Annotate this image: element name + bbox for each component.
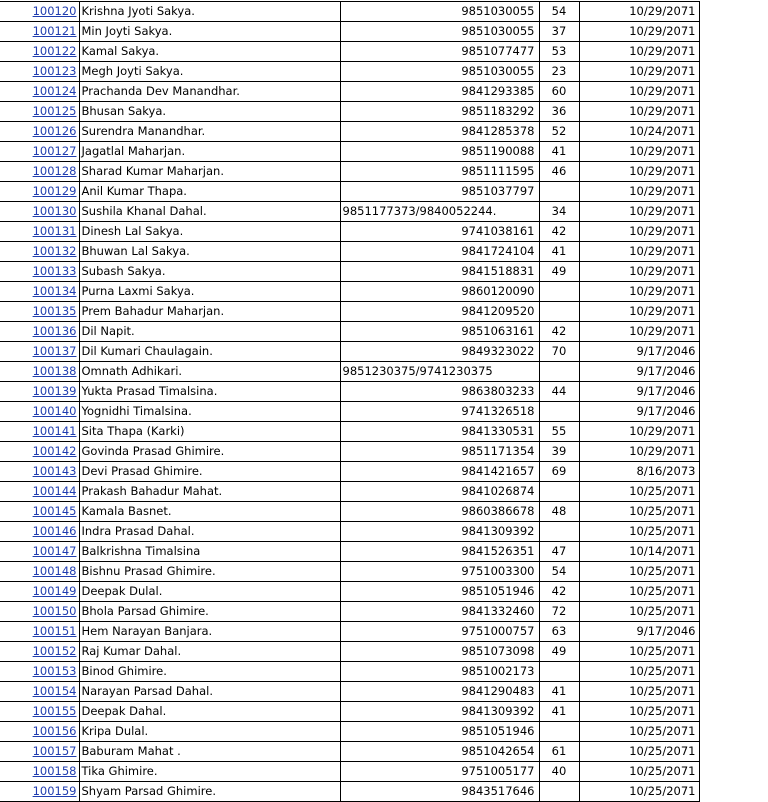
phone-cell: 9851051946 xyxy=(340,722,539,742)
date-cell: 10/24/2071 xyxy=(579,122,699,142)
record-id-cell[interactable] xyxy=(0,122,79,142)
name-cell: Min Joyti Sakya. xyxy=(79,22,340,42)
record-id-cell[interactable] xyxy=(0,242,79,262)
phone-cell: 9851042654 xyxy=(340,742,539,762)
table-row xyxy=(0,162,699,182)
record-id-cell[interactable] xyxy=(0,62,79,82)
record-id-link[interactable]: 100158 xyxy=(32,764,77,778)
name-cell: Kamala Basnet. xyxy=(79,502,340,522)
record-id-link[interactable]: 100148 xyxy=(32,564,77,578)
name-cell: Raj Kumar Dahal. xyxy=(79,642,340,662)
date-cell: 10/29/2071 xyxy=(579,102,699,122)
name-cell: Deepak Dulal. xyxy=(79,582,340,602)
record-id-cell[interactable] xyxy=(0,422,79,442)
record-id-link[interactable]: 100142 xyxy=(32,444,77,458)
age-cell: 49 xyxy=(539,262,579,282)
name-cell: Yukta Prasad Timalsina. xyxy=(79,382,340,402)
table-row xyxy=(0,342,699,362)
age-cell xyxy=(539,362,579,382)
date-cell: 10/29/2071 xyxy=(579,282,699,302)
record-id-cell[interactable] xyxy=(0,222,79,242)
date-cell: 10/25/2071 xyxy=(579,502,699,522)
phone-cell: 9851073098 xyxy=(340,642,539,662)
age-cell: 72 xyxy=(539,602,579,622)
record-id-link[interactable]: 100147 xyxy=(32,544,77,558)
date-cell: 10/29/2071 xyxy=(579,322,699,342)
age-cell: 36 xyxy=(539,102,579,122)
record-id-link[interactable]: 100126 xyxy=(32,124,77,138)
record-id-link[interactable]: 100122 xyxy=(32,44,77,58)
age-cell xyxy=(539,782,579,802)
name-cell: Prachanda Dev Manandhar. xyxy=(79,82,340,102)
table-row xyxy=(0,602,699,622)
date-cell: 9/17/2046 xyxy=(579,362,699,382)
record-id-cell[interactable] xyxy=(0,522,79,542)
date-cell: 10/29/2071 xyxy=(579,422,699,442)
table-row xyxy=(0,2,699,22)
name-cell: Deepak Dahal. xyxy=(79,702,340,722)
record-id-link[interactable]: 100130 xyxy=(32,204,77,218)
phone-cell: 9851077477 xyxy=(340,42,539,62)
table-row xyxy=(0,102,699,122)
record-id-link[interactable]: 100155 xyxy=(32,704,77,718)
age-cell: 55 xyxy=(539,422,579,442)
phone-cell: 9851030055 xyxy=(340,22,539,42)
phone-cell: 9841330531 xyxy=(340,422,539,442)
date-cell: 10/14/2071 xyxy=(579,542,699,562)
age-cell: 44 xyxy=(539,382,579,402)
record-id-cell[interactable] xyxy=(0,22,79,42)
table-row xyxy=(0,682,699,702)
date-cell: 10/25/2071 xyxy=(579,662,699,682)
table-row xyxy=(0,522,699,542)
date-cell: 10/25/2071 xyxy=(579,722,699,742)
date-cell: 10/25/2071 xyxy=(579,782,699,802)
phone-cell: 9860120090 xyxy=(340,282,539,302)
record-id-cell[interactable] xyxy=(0,2,79,22)
name-cell: Govinda Prasad Ghimire. xyxy=(79,442,340,462)
name-cell: Dil Napit. xyxy=(79,322,340,342)
record-id-cell[interactable] xyxy=(0,702,79,722)
record-id-cell[interactable] xyxy=(0,302,79,322)
name-cell: Kripa Dulal. xyxy=(79,722,340,742)
age-cell xyxy=(539,302,579,322)
record-id-link[interactable]: 100140 xyxy=(32,404,77,418)
date-cell: 10/29/2071 xyxy=(579,302,699,322)
age-cell: 34 xyxy=(539,202,579,222)
date-cell: 10/25/2071 xyxy=(579,602,699,622)
age-cell: 69 xyxy=(539,462,579,482)
record-id-link[interactable]: 100145 xyxy=(32,504,77,518)
phone-cell: 9741326518 xyxy=(340,402,539,422)
date-cell: 9/17/2046 xyxy=(579,402,699,422)
name-cell: Shyam Parsad Ghimire. xyxy=(79,782,340,802)
name-cell: Sharad Kumar Maharjan. xyxy=(79,162,340,182)
record-id-cell[interactable] xyxy=(0,102,79,122)
record-id-link[interactable]: 100124 xyxy=(32,84,77,98)
record-id-link[interactable]: 100152 xyxy=(32,644,77,658)
age-cell: 46 xyxy=(539,162,579,182)
date-cell: 10/29/2071 xyxy=(579,42,699,62)
table-row xyxy=(0,582,699,602)
record-id-link[interactable]: 100128 xyxy=(32,164,77,178)
record-id-cell[interactable] xyxy=(0,502,79,522)
date-cell: 10/29/2071 xyxy=(579,242,699,262)
date-cell: 10/29/2071 xyxy=(579,2,699,22)
record-id-link[interactable]: 100138 xyxy=(32,364,77,378)
date-cell: 9/17/2046 xyxy=(579,342,699,362)
record-id-link[interactable]: 100143 xyxy=(32,464,77,478)
name-cell: Bhola Parsad Ghimire. xyxy=(79,602,340,622)
table-row xyxy=(0,182,699,202)
table-row xyxy=(0,622,699,642)
age-cell xyxy=(539,482,579,502)
name-cell: Jagatlal Maharjan. xyxy=(79,142,340,162)
record-id-cell[interactable] xyxy=(0,602,79,622)
phone-cell: 9851111595 xyxy=(340,162,539,182)
age-cell: 41 xyxy=(539,242,579,262)
name-cell: Surendra Manandhar. xyxy=(79,122,340,142)
table-row xyxy=(0,322,699,342)
age-cell: 52 xyxy=(539,122,579,142)
name-cell: Subash Sakya. xyxy=(79,262,340,282)
table-row xyxy=(0,302,699,322)
records-table-body xyxy=(0,2,699,802)
age-cell: 49 xyxy=(539,642,579,662)
name-cell: Prem Bahadur Maharjan. xyxy=(79,302,340,322)
name-cell: Anil Kumar Thapa. xyxy=(79,182,340,202)
record-id-link[interactable]: 100149 xyxy=(32,584,77,598)
record-id-link[interactable]: 100139 xyxy=(32,384,77,398)
phone-cell: 9851183292 xyxy=(340,102,539,122)
date-cell: 10/29/2071 xyxy=(579,22,699,42)
age-cell: 41 xyxy=(539,682,579,702)
age-cell: 54 xyxy=(539,2,579,22)
age-cell: 48 xyxy=(539,502,579,522)
date-cell: 10/25/2071 xyxy=(579,762,699,782)
record-id-link[interactable]: 100123 xyxy=(32,64,77,78)
date-cell: 10/25/2071 xyxy=(579,742,699,762)
name-cell: Indra Prasad Dahal. xyxy=(79,522,340,542)
age-cell: 61 xyxy=(539,742,579,762)
record-id-cell[interactable] xyxy=(0,322,79,342)
date-cell: 10/29/2071 xyxy=(579,442,699,462)
table-row xyxy=(0,242,699,262)
record-id-link[interactable]: 100153 xyxy=(32,664,77,678)
table-row xyxy=(0,282,699,302)
date-cell: 10/25/2071 xyxy=(579,702,699,722)
age-cell: 47 xyxy=(539,542,579,562)
table-row xyxy=(0,722,699,742)
record-id-cell[interactable] xyxy=(0,582,79,602)
name-cell: Bishnu Prasad Ghimire. xyxy=(79,562,340,582)
age-cell xyxy=(539,722,579,742)
table-row xyxy=(0,222,699,242)
table-row xyxy=(0,62,699,82)
record-id-cell[interactable] xyxy=(0,782,79,802)
table-row xyxy=(0,202,699,222)
phone-cell: 9841724104 xyxy=(340,242,539,262)
name-cell: Yognidhi Timalsina. xyxy=(79,402,340,422)
phone-cell: 9863803233 xyxy=(340,382,539,402)
phone-cell: 9851063161 xyxy=(340,322,539,342)
phone-cell: 9841421657 xyxy=(340,462,539,482)
age-cell: 40 xyxy=(539,762,579,782)
age-cell xyxy=(539,662,579,682)
phone-cell: 9851037797 xyxy=(340,182,539,202)
record-id-cell[interactable] xyxy=(0,82,79,102)
phone-cell: 9851051946 xyxy=(340,582,539,602)
phone-cell: 9751003300 xyxy=(340,562,539,582)
record-id-cell[interactable] xyxy=(0,442,79,462)
phone-cell: 9841209520 xyxy=(340,302,539,322)
age-cell: 42 xyxy=(539,582,579,602)
date-cell: 10/29/2071 xyxy=(579,202,699,222)
phone-cell: 9851002173 xyxy=(340,662,539,682)
name-cell: Omnath Adhikari. xyxy=(79,362,340,382)
name-cell: Devi Prasad Ghimire. xyxy=(79,462,340,482)
age-cell: 39 xyxy=(539,442,579,462)
record-id-cell[interactable] xyxy=(0,362,79,382)
table-row xyxy=(0,702,699,722)
table-row xyxy=(0,402,699,422)
record-id-link[interactable]: 100120 xyxy=(32,4,77,18)
name-cell: Megh Joyti Sakya. xyxy=(79,62,340,82)
age-cell xyxy=(539,282,579,302)
age-cell: 42 xyxy=(539,222,579,242)
age-cell: 60 xyxy=(539,82,579,102)
name-cell: Purna Laxmi Sakya. xyxy=(79,282,340,302)
table-row xyxy=(0,82,699,102)
age-cell: 41 xyxy=(539,702,579,722)
record-id-cell[interactable] xyxy=(0,342,79,362)
age-cell: 41 xyxy=(539,142,579,162)
phone-cell: 9841518831 xyxy=(340,262,539,282)
table-row xyxy=(0,562,699,582)
record-id-link[interactable]: 100136 xyxy=(32,324,77,338)
age-cell: 53 xyxy=(539,42,579,62)
age-cell: 54 xyxy=(539,562,579,582)
record-id-link[interactable]: 100150 xyxy=(32,604,77,618)
records-table xyxy=(0,1,700,802)
date-cell: 10/25/2071 xyxy=(579,562,699,582)
phone-cell: 9860386678 xyxy=(340,502,539,522)
record-id-cell[interactable] xyxy=(0,642,79,662)
date-cell: 10/25/2071 xyxy=(579,582,699,602)
record-id-cell[interactable] xyxy=(0,682,79,702)
name-cell: Kamal Sakya. xyxy=(79,42,340,62)
record-id-cell[interactable] xyxy=(0,742,79,762)
name-cell: Hem Narayan Banjara. xyxy=(79,622,340,642)
record-id-link[interactable]: 100121 xyxy=(32,24,77,38)
record-id-cell[interactable] xyxy=(0,282,79,302)
table-row xyxy=(0,362,699,382)
age-cell xyxy=(539,182,579,202)
table-row xyxy=(0,382,699,402)
name-cell: Sushila Khanal Dahal. xyxy=(79,202,340,222)
record-id-cell[interactable] xyxy=(0,542,79,562)
name-cell: Dinesh Lal Sakya. xyxy=(79,222,340,242)
record-id-link[interactable]: 100132 xyxy=(32,244,77,258)
record-id-link[interactable]: 100157 xyxy=(32,744,77,758)
date-cell: 10/29/2071 xyxy=(579,162,699,182)
record-id-cell[interactable] xyxy=(0,202,79,222)
age-cell: 37 xyxy=(539,22,579,42)
name-cell: Krishna Jyoti Sakya. xyxy=(79,2,340,22)
age-cell: 70 xyxy=(539,342,579,362)
record-id-cell[interactable] xyxy=(0,382,79,402)
table-row xyxy=(0,462,699,482)
phone-cell: 9841309392 xyxy=(340,702,539,722)
phone-cell: 9851030055 xyxy=(340,2,539,22)
name-cell: Sita Thapa (Karki) xyxy=(79,422,340,442)
table-row xyxy=(0,142,699,162)
name-cell: Bhusan Sakya. xyxy=(79,102,340,122)
table-row xyxy=(0,482,699,502)
age-cell xyxy=(539,522,579,542)
table-row xyxy=(0,762,699,782)
phone-cell: 9841309392 xyxy=(340,522,539,542)
record-id-link[interactable]: 100146 xyxy=(32,524,77,538)
record-id-cell[interactable] xyxy=(0,262,79,282)
table-row xyxy=(0,22,699,42)
phone-cell: 9741038161 xyxy=(340,222,539,242)
record-id-cell[interactable] xyxy=(0,482,79,502)
date-cell: 9/17/2046 xyxy=(579,622,699,642)
record-id-cell[interactable] xyxy=(0,162,79,182)
record-id-link[interactable]: 100125 xyxy=(32,104,77,118)
date-cell: 10/29/2071 xyxy=(579,182,699,202)
phone-cell: 9841290483 xyxy=(340,682,539,702)
table-row xyxy=(0,422,699,442)
date-cell: 10/25/2071 xyxy=(579,682,699,702)
record-id-cell[interactable] xyxy=(0,462,79,482)
phone-cell: 9849323022 xyxy=(340,342,539,362)
phone-cell: 9843517646 xyxy=(340,782,539,802)
record-id-cell[interactable] xyxy=(0,562,79,582)
table-row xyxy=(0,262,699,282)
phone-cell: 9851030055 xyxy=(340,62,539,82)
phone-cell: 9851171354 xyxy=(340,442,539,462)
name-cell: Binod Ghimire. xyxy=(79,662,340,682)
phone-cell: 9841026874 xyxy=(340,482,539,502)
phone-cell: 9751000757 xyxy=(340,622,539,642)
name-cell: Prakash Bahadur Mahat. xyxy=(79,482,340,502)
name-cell: Tika Ghimire. xyxy=(79,762,340,782)
record-id-link[interactable]: 100131 xyxy=(32,224,77,238)
table-row xyxy=(0,542,699,562)
age-cell: 63 xyxy=(539,622,579,642)
record-id-link[interactable]: 100154 xyxy=(32,684,77,698)
table-row xyxy=(0,502,699,522)
date-cell: 10/25/2071 xyxy=(579,522,699,542)
table-row xyxy=(0,122,699,142)
record-id-link[interactable]: 100129 xyxy=(32,184,77,198)
phone-cell: 9841293385 xyxy=(340,82,539,102)
record-id-cell[interactable] xyxy=(0,182,79,202)
record-id-link[interactable]: 100137 xyxy=(32,344,77,358)
phone-cell: 9751005177 xyxy=(340,762,539,782)
phone-cell: 9851177373/9840052244. xyxy=(340,202,539,222)
record-id-cell[interactable] xyxy=(0,142,79,162)
record-id-link[interactable]: 100127 xyxy=(32,144,77,158)
date-cell: 10/25/2071 xyxy=(579,482,699,502)
phone-cell: 9841285378 xyxy=(340,122,539,142)
table-row xyxy=(0,42,699,62)
record-id-cell[interactable] xyxy=(0,662,79,682)
age-cell: 23 xyxy=(539,62,579,82)
table-row xyxy=(0,642,699,662)
record-id-link[interactable]: 100156 xyxy=(32,724,77,738)
record-id-cell[interactable] xyxy=(0,402,79,422)
date-cell: 10/25/2071 xyxy=(579,642,699,662)
table-row xyxy=(0,442,699,462)
phone-cell: 9841526351 xyxy=(340,542,539,562)
date-cell: 10/29/2071 xyxy=(579,222,699,242)
age-cell: 42 xyxy=(539,322,579,342)
record-id-link[interactable]: 100144 xyxy=(32,484,77,498)
phone-cell: 9841332460 xyxy=(340,602,539,622)
phone-cell: 9851230375/9741230375 xyxy=(340,362,539,382)
date-cell: 9/17/2046 xyxy=(579,382,699,402)
record-id-link[interactable]: 100141 xyxy=(32,424,77,438)
table-row xyxy=(0,782,699,802)
name-cell: Narayan Parsad Dahal. xyxy=(79,682,340,702)
date-cell: 10/29/2071 xyxy=(579,82,699,102)
date-cell: 8/16/2073 xyxy=(579,462,699,482)
record-id-cell[interactable] xyxy=(0,762,79,782)
record-id-link[interactable]: 100134 xyxy=(32,284,77,298)
record-id-cell[interactable] xyxy=(0,42,79,62)
name-cell: Bhuwan Lal Sakya. xyxy=(79,242,340,262)
date-cell: 10/29/2071 xyxy=(579,262,699,282)
date-cell: 10/29/2071 xyxy=(579,142,699,162)
name-cell: Balkrishna Timalsina xyxy=(79,542,340,562)
record-id-cell[interactable] xyxy=(0,622,79,642)
age-cell xyxy=(539,402,579,422)
table-row xyxy=(0,742,699,762)
record-id-link[interactable]: 100159 xyxy=(32,784,77,798)
date-cell: 10/29/2071 xyxy=(579,62,699,82)
name-cell: Baburam Mahat . xyxy=(79,742,340,762)
name-cell: Dil Kumari Chaulagain. xyxy=(79,342,340,362)
table-row xyxy=(0,662,699,682)
record-id-link[interactable]: 100135 xyxy=(32,304,77,318)
record-id-cell[interactable] xyxy=(0,722,79,742)
record-id-link[interactable]: 100133 xyxy=(32,264,77,278)
phone-cell: 9851190088 xyxy=(340,142,539,162)
record-id-link[interactable]: 100151 xyxy=(32,624,77,638)
